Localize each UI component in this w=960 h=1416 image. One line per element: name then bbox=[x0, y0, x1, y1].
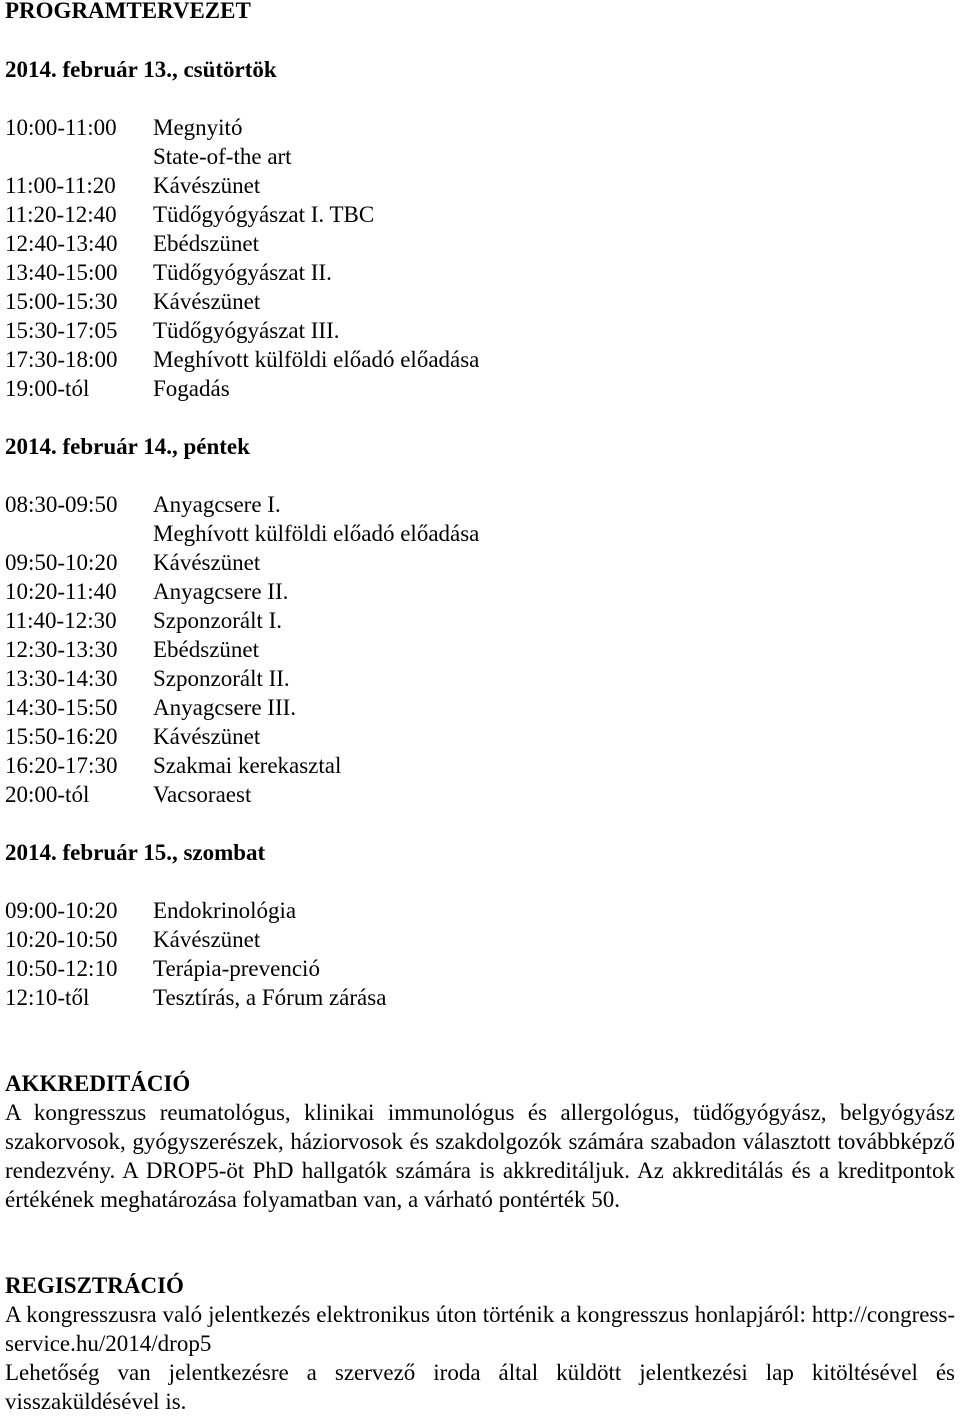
schedule-row bbox=[5, 751, 955, 780]
event-title: Anyagcsere II. bbox=[153, 579, 289, 604]
schedule-row bbox=[5, 200, 955, 229]
schedule-row bbox=[5, 606, 955, 635]
event-title: Anyagcsere I. bbox=[153, 492, 281, 517]
time-slot: 17:30-18:00 bbox=[5, 347, 118, 372]
event-title: Ebédszünet bbox=[153, 637, 260, 662]
schedule-row bbox=[5, 519, 955, 548]
time-slot: 11:40-12:30 bbox=[5, 608, 117, 633]
time-slot: 14:30-15:50 bbox=[5, 695, 118, 720]
time-slot: 09:00-10:20 bbox=[5, 898, 118, 923]
registration-alt-text: Lehetőség van jelentkezésre a szervező iroda által küldött jelentkezési lap kitöltésével és visszaküldésével is. bbox=[5, 1360, 955, 1414]
schedule-row bbox=[5, 374, 955, 403]
schedule-row bbox=[5, 722, 955, 751]
event-title: Tüdőgyógyászat I. TBC bbox=[153, 202, 375, 227]
event-title: Megnyitó bbox=[153, 115, 243, 140]
event-title: Kávészünet bbox=[153, 173, 261, 198]
event-title: Terápia-prevenció bbox=[153, 956, 320, 981]
schedule-row bbox=[5, 954, 955, 983]
event-title: Kávészünet bbox=[153, 724, 261, 749]
accreditation-text: A kongresszus reumatológus, klinikai immunológus és allergológus, tüdőgyógyász, belgyógyász szakorvosok, gyógyszerészek, háziorvosok és szakdolgozók számára szabadon választott továbbképző rendezvény. A DROP5-öt PhD hallgatók számára is akkreditáljuk. Az akkreditálás és a kreditpontok értékének meghatározása folyamatban van, a várható pontérték 50. bbox=[5, 1100, 955, 1212]
event-title: Szponzorált I. bbox=[153, 608, 283, 633]
time-slot bbox=[5, 142, 153, 171]
schedule-row bbox=[5, 490, 955, 519]
time-slot: 11:00-11:20 bbox=[5, 173, 116, 198]
time-slot: 10:50-12:10 bbox=[5, 956, 118, 981]
event-title: Vacsoraest bbox=[153, 782, 252, 807]
schedule-row bbox=[5, 664, 955, 693]
day-schedule bbox=[5, 896, 955, 1012]
time-slot: 10:00-11:00 bbox=[5, 115, 117, 140]
event-title: Kávészünet bbox=[153, 927, 261, 952]
schedule-row bbox=[5, 316, 955, 345]
schedule-row bbox=[5, 925, 955, 954]
event-title: Tüdőgyógyászat II. bbox=[153, 260, 332, 285]
time-slot: 19:00-tól bbox=[5, 376, 90, 401]
time-slot: 13:40-15:00 bbox=[5, 260, 118, 285]
event-title: Tüdőgyógyászat III. bbox=[153, 318, 340, 343]
time-slot: 15:30-17:05 bbox=[5, 318, 118, 343]
page-title: PROGRAMTERVEZET bbox=[5, 0, 251, 23]
day-heading: 2014. február 15., szombat bbox=[5, 840, 266, 865]
accreditation-title: AKKREDITÁCIÓ bbox=[5, 1071, 191, 1096]
registration-link[interactable]: http://congress-service.hu/2014/drop5 bbox=[5, 1302, 955, 1356]
schedule-row bbox=[5, 287, 955, 316]
day-heading: 2014. február 13., csütörtök bbox=[5, 57, 277, 82]
time-slot: 08:30-09:50 bbox=[5, 492, 118, 517]
time-slot: 12:40-13:40 bbox=[5, 231, 118, 256]
day-schedule bbox=[5, 490, 955, 809]
registration-title: REGISZTRÁCIÓ bbox=[5, 1273, 184, 1298]
registration-intro: A kongresszusra való jelentkezés elektronikus úton történik a kongresszus honlapjáról: bbox=[5, 1302, 806, 1327]
time-slot: 10:20-10:50 bbox=[5, 927, 118, 952]
schedule-row bbox=[5, 171, 955, 200]
time-slot: 09:50-10:20 bbox=[5, 550, 118, 575]
event-title: Szakmai kerekasztal bbox=[153, 753, 342, 778]
time-slot: 20:00-tól bbox=[5, 782, 90, 807]
time-slot: 12:10-től bbox=[5, 985, 90, 1010]
time-slot: 15:50-16:20 bbox=[5, 724, 118, 749]
registration-section bbox=[5, 1271, 955, 1416]
registration-text bbox=[5, 1300, 955, 1358]
event-title: Meghívott külföldi előadó előadása bbox=[153, 521, 480, 546]
time-slot bbox=[5, 519, 153, 548]
event-title: Tesztírás, a Fórum zárása bbox=[153, 985, 387, 1010]
schedule-row bbox=[5, 229, 955, 258]
event-title: Szponzorált II. bbox=[153, 666, 290, 691]
accreditation-section bbox=[5, 1069, 955, 1214]
day-heading: 2014. február 14., péntek bbox=[5, 434, 250, 459]
event-title: Fogadás bbox=[153, 376, 230, 401]
time-slot: 12:30-13:30 bbox=[5, 637, 118, 662]
event-title: Ebédszünet bbox=[153, 231, 260, 256]
event-title: Kávészünet bbox=[153, 550, 261, 575]
time-slot: 10:20-11:40 bbox=[5, 579, 117, 604]
time-slot: 16:20-17:30 bbox=[5, 753, 118, 778]
time-slot: 15:00-15:30 bbox=[5, 289, 118, 314]
event-title: Meghívott külföldi előadó előadása bbox=[153, 347, 480, 372]
schedule-row bbox=[5, 113, 955, 142]
event-title: Endokrinológia bbox=[153, 898, 297, 923]
event-title: Anyagcsere III. bbox=[153, 695, 297, 720]
event-title: Kávészünet bbox=[153, 289, 261, 314]
schedule-row bbox=[5, 780, 955, 809]
schedule-row bbox=[5, 258, 955, 287]
schedule-row bbox=[5, 548, 955, 577]
time-slot: 11:20-12:40 bbox=[5, 202, 117, 227]
time-slot: 13:30-14:30 bbox=[5, 666, 118, 691]
schedule-row bbox=[5, 142, 955, 171]
schedule-row bbox=[5, 345, 955, 374]
schedule-row bbox=[5, 693, 955, 722]
day-schedule bbox=[5, 113, 955, 403]
event-title: State-of-the art bbox=[153, 144, 292, 169]
schedule-row bbox=[5, 577, 955, 606]
schedule-row bbox=[5, 635, 955, 664]
schedule-row bbox=[5, 896, 955, 925]
schedule-row bbox=[5, 983, 955, 1012]
